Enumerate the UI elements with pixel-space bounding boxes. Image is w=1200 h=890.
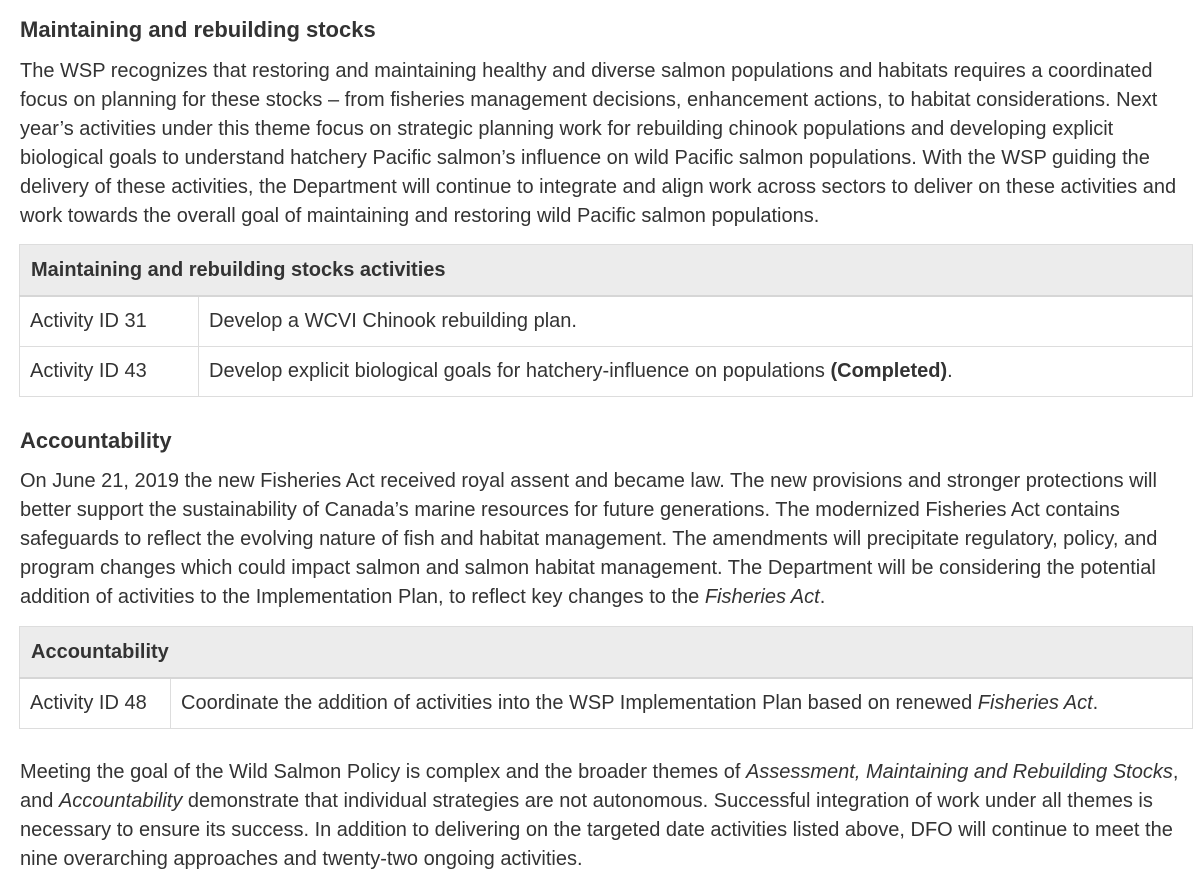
paragraph-italic: Fisheries Act	[704, 586, 820, 608]
table-row	[20, 678, 1193, 729]
activity-id-cell: Activity ID 48	[20, 678, 171, 729]
table-header: Accountability	[20, 627, 1193, 679]
activity-id-cell: Activity ID 31	[20, 296, 199, 347]
paragraph-text: On June 21, 2019 the new Fisheries Act received royal assent and became law. The new provisions and stronger protections will better support the sustainability of Canada’s marine resources for future generations. The modernized Fisheries Act contains safeguards to reflect the evolving nature of fish and habitat management. The amendments will precipitate regulatory, policy, and program changes which could impact salmon and salmon habitat management. The Department will be considering the potential addition of activities to the Implementation Plan, to reflect key changes to the	[20, 470, 1158, 608]
activity-text-end: .	[1092, 692, 1099, 714]
closing-italic: Assessment, Maintaining and Rebuilding Stocks	[745, 761, 1173, 783]
activities-table-accountability	[19, 626, 1193, 729]
closing-paragraph	[20, 758, 1192, 874]
activity-text: Develop a WCVI Chinook rebuilding plan.	[209, 310, 577, 332]
closing-italic: Accountability	[58, 790, 183, 812]
table-row	[20, 296, 1193, 347]
closing-text: Meeting the goal of the Wild Salmon Policy is complex and the broader themes of	[20, 761, 746, 783]
paragraph-end: .	[819, 586, 826, 608]
section-paragraph-maintaining: The WSP recognizes that restoring and maintaining healthy and diverse salmon populations and habitats requires a coordinated focus on planning for these stocks – from fisheries management decisions, enhancement actions, to habitat considerations. Next year’s activities under this theme focus on strategic planning work for rebuilding chinook populations and developing explicit biological goals to understand hatchery Pacific salmon’s influence on wild Pacific salmon populations. With the WSP guiding the delivery of these activities, the Department will continue to integrate and align work across sectors to deliver on these activities and work towards the overall goal of maintaining and restoring wild Pacific salmon populations.	[20, 60, 1177, 227]
section-heading-accountability: Accountability	[20, 428, 172, 453]
section-paragraph-accountability	[20, 467, 1192, 612]
activity-description-cell	[171, 678, 1193, 729]
table-header: Maintaining and rebuilding stocks activities	[20, 245, 1193, 297]
activity-text: Coordinate the addition of activities into the WSP Implementation Plan based on renewed	[181, 692, 978, 714]
section-heading-maintaining: Maintaining and rebuilding stocks	[20, 17, 376, 42]
activity-description-cell	[199, 296, 1193, 347]
activity-text-end: .	[947, 360, 953, 382]
table-row	[20, 347, 1193, 397]
closing-text: demonstrate that individual strategies are not autonomous. Successful integration of work under all themes is necessary to ensure its success. In addition to delivering on the targeted date activities listed above, DFO will continue to meet the nine overarching approaches and twenty-two ongoing activities.	[20, 790, 1173, 870]
activity-description-cell	[199, 347, 1193, 397]
activities-table-maintaining	[19, 244, 1193, 397]
closing-text: , and	[20, 761, 1179, 812]
activity-status: (Completed)	[830, 360, 948, 382]
activity-italic: Fisheries Act	[977, 692, 1093, 714]
activity-text: Develop explicit biological goals for hatchery-influence on populations	[209, 360, 831, 382]
activity-id-cell: Activity ID 43	[20, 347, 199, 397]
